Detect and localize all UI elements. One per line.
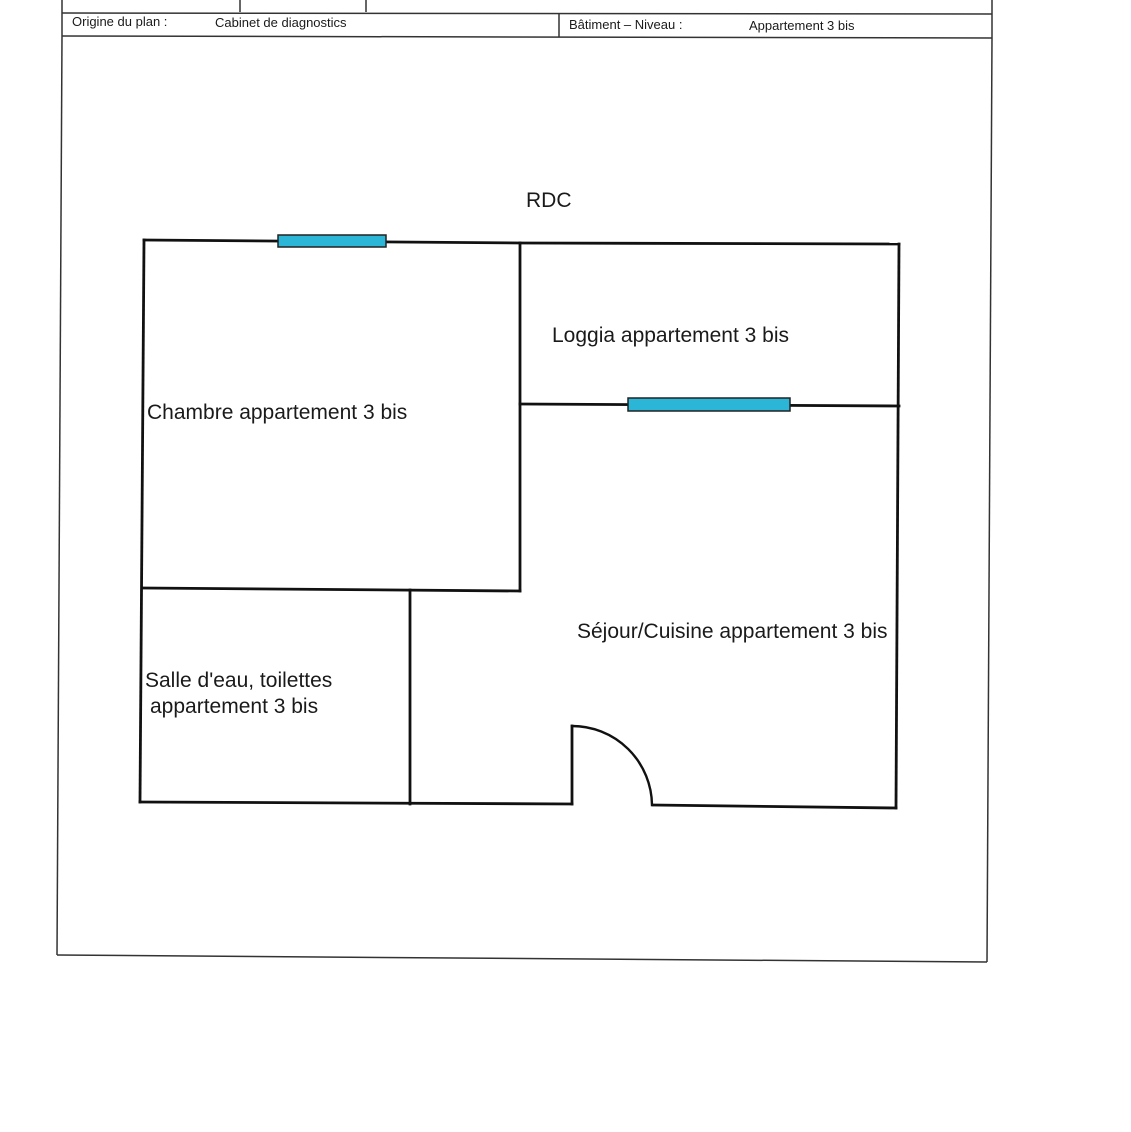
outer-wall-left (140, 240, 144, 802)
header-origin-value: Cabinet de diagnostics (215, 15, 347, 30)
outer-wall-top-right (520, 243, 899, 244)
room-label-salle-eau-line1: Salle d'eau, toilettes (145, 669, 333, 692)
header-building-label: Bâtiment – Niveau : (569, 17, 683, 32)
window-chambre (278, 235, 386, 247)
window-loggia-sejour (628, 398, 790, 411)
wall-chambre-bottom (143, 588, 520, 591)
door-swing-arc (572, 726, 652, 805)
page-frame (57, 36, 992, 962)
room-label-sejour: Séjour/Cuisine appartement 3 bis (577, 620, 888, 643)
header-origin-label: Origine du plan : (72, 14, 168, 29)
outer-wall-right (896, 244, 899, 808)
room-label-salle-eau-line2: appartement 3 bis (150, 695, 319, 718)
header-building-value: Appartement 3 bis (749, 18, 855, 33)
outer-wall-bottom-left (140, 802, 572, 804)
outer-wall-bottom-right (653, 805, 896, 808)
level-title: RDC (526, 189, 572, 212)
room-label-loggia: Loggia appartement 3 bis (552, 324, 789, 347)
room-label-chambre: Chambre appartement 3 bis (147, 401, 408, 424)
